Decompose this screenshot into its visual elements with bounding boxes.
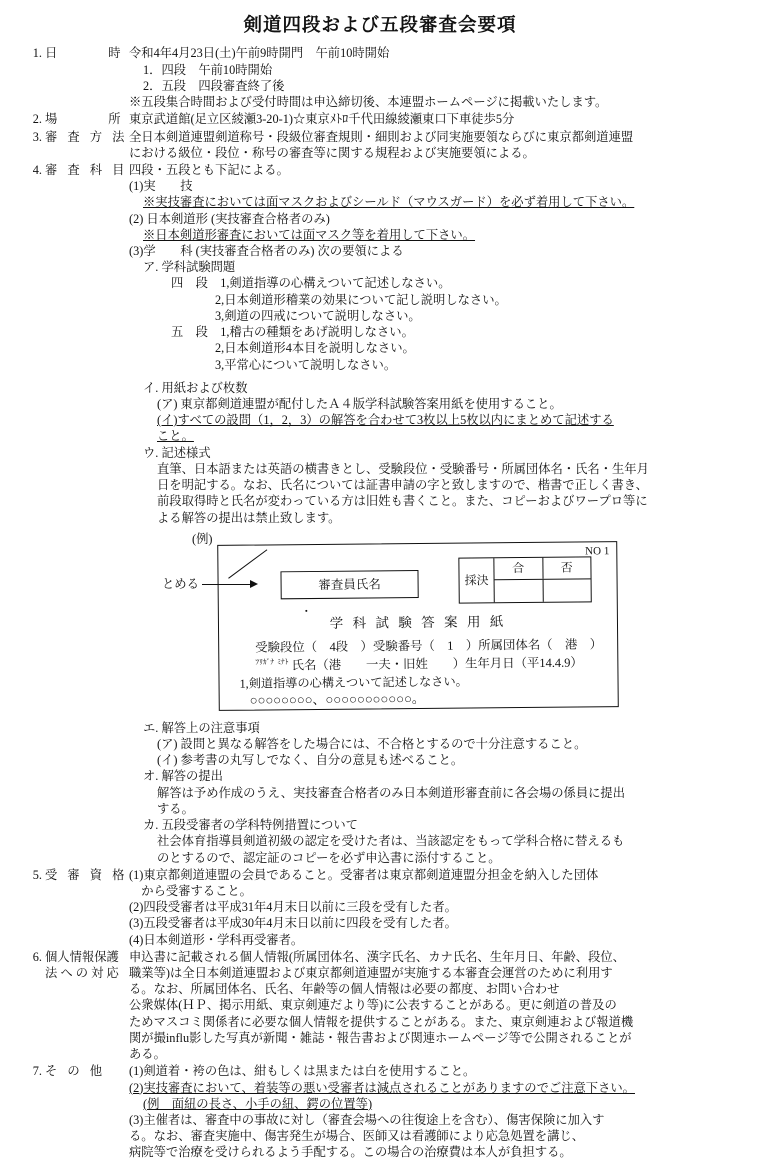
section-label-line2: 法 へ の 対 応	[45, 966, 119, 981]
section-number: 3.	[32, 129, 42, 144]
text-line: 五 段 1,稽古の種類をあげ説明しなさい。	[171, 325, 414, 340]
section-1	[16, 45, 744, 110]
text-line: (1)東京都剣道連盟の会員であること。受審者は東京都剣道連盟分担金を納入した団体	[129, 867, 599, 882]
section-label: 受 審 資 格	[45, 867, 128, 882]
example-label: (例)	[192, 531, 213, 546]
text-line: 解答は予め作成のうえ、実技審査合格者のみ日本剣道形審査前に各会場の係員に提出	[157, 785, 626, 800]
section-body	[129, 949, 744, 1063]
section-label	[45, 949, 129, 981]
judgement-header: 採決	[459, 558, 494, 602]
text-line: ア. 学科試験問題	[143, 260, 236, 275]
text-line: から受審すること。	[129, 883, 252, 898]
sheet-title: 学 科 試 験 答 案 用 紙	[329, 613, 507, 631]
text-line: 社会体育指導員剣道初級の認定を受けた者は、当該認定をもって学科合格に替えるも	[157, 834, 625, 849]
section-body	[129, 867, 744, 948]
text-line: 病院等で治療を受けられるよう手配する。この場合の治療費は本人が負担する。	[129, 1145, 572, 1160]
text-line: る。なお、所属団体名、氏名、年齢等の個人情報は必要の都度、お問い合わせ	[129, 982, 560, 997]
text-line: ある。	[129, 1047, 166, 1062]
text-line: (4)日本剣道形・学科再受審者。	[129, 932, 304, 947]
text-line: 関が撮influ影した写真が新聞・雑誌・報告書および関連ホームページ等で公開されることが	[129, 1030, 632, 1045]
text-line: 全日本剣道連盟剣道称号・段級位審査規則・細則および同実施要領ならびに東京都剣道連盟	[129, 129, 634, 144]
text-line: カ. 五段受審者の学科特例措置について	[143, 818, 358, 833]
spacer	[129, 373, 744, 380]
sheet-answer-circles: ○○○○○○○○、○○○○○○○○○○○。	[249, 690, 425, 708]
text-line: (イ) 参考書の丸写しでなく、自分の意見も述べること。	[157, 753, 464, 768]
furigana-top: ﾌﾘｶﾞﾅ	[255, 657, 275, 667]
section-6	[16, 949, 744, 1063]
text-line: エ. 解答上の注意事項	[143, 720, 260, 735]
section-number: 7.	[32, 1064, 42, 1079]
text-line: 2,日本剣道形4本目を説明しなさい。	[215, 341, 415, 356]
section-7	[16, 1063, 744, 1160]
text-line: 日を明記する。なお、氏名については証書申請の字と致しますので、楷書で正しく書き、	[157, 478, 648, 493]
sheet-line-exam-info: 受験段位（ 4段 ）受験番号（ 1 ）所属団体名（ 港 ）	[255, 636, 603, 655]
judge-name-label: 審査員氏名	[318, 576, 381, 592]
judgement-header-row	[494, 557, 590, 580]
section-body	[129, 720, 744, 866]
text-line: 2．五段 四段審査終了後	[143, 78, 285, 93]
text-line: 直筆、日本語または英語の横書きとし、受験段位・受験番号・所属団体名・氏名・生年月	[157, 461, 649, 476]
text-line: 四 段 1,剣道指導の心構えついて記述しなさい。	[171, 276, 451, 291]
text-line: 3,剣道の四戒について説明しなさい。	[215, 308, 421, 323]
text-line: オ. 解答の提出	[143, 769, 223, 784]
section-3	[16, 129, 744, 161]
text-line-underlined: ※実技審査においては面マスクおよびシールド（マウスガード）を必ず着用して下さい。	[143, 195, 635, 210]
text-line-underlined: (イ)すべての設問（1，2，3）の解答を合わせて3枚以上5枚以内にまとめて記述する	[157, 413, 614, 428]
section-body	[129, 162, 744, 526]
answer-sheet-box	[217, 541, 619, 711]
section-label: 日 時	[45, 46, 124, 61]
section-label: そ の 他	[45, 1064, 106, 1079]
sample-answer-sheet-figure	[16, 531, 744, 716]
text-line: よる解答の提出は禁止致します。	[157, 510, 341, 525]
text-line: ※五段集合時間および受付時間は申込締切後、本連盟ホームページに掲載いたします。	[129, 95, 608, 110]
text-line: (ア) 設問と異なる解答をした場合には、不合格とするので十分注意すること。	[157, 736, 587, 751]
sheet-line-name	[255, 654, 583, 674]
section-4-continued	[16, 720, 744, 866]
corner-fold-line	[228, 545, 274, 579]
section-number: 6.	[32, 949, 42, 964]
text-line: イ. 用紙および枚数	[143, 380, 248, 395]
text-line: 1．四段 午前10時開始	[143, 62, 273, 77]
section-number: 1.	[32, 46, 42, 61]
text-line: 四段・五段とも下記による。	[129, 162, 289, 177]
sheet-number: NO 1	[585, 544, 610, 558]
pass-header: 合	[494, 558, 543, 579]
section-body	[129, 1063, 744, 1160]
text-line: (2) 日本剣道形 (実技審査合格者のみ)	[129, 211, 330, 226]
text-line-underlined: こと。	[157, 429, 194, 444]
text-line: 東京武道館(足立区綾瀬3-20-1)☆東京ﾒﾄﾛ千代田線綾瀬東口下車徒歩5分	[129, 112, 515, 127]
section-number: 2.	[32, 112, 42, 127]
text-line: (2)四段受審者は平成31年4月末日以前に三段を受有した者。	[129, 900, 457, 915]
text-line: における級位・段位・称号の審査等に関する規程および実施要領による。	[129, 145, 535, 160]
text-line-underlined: (例 面紐の長さ、小手の紐、鍔の位置等)	[143, 1096, 373, 1111]
text-line: する。	[157, 801, 194, 816]
text-line: 3,平常心について説明しなさい。	[215, 357, 397, 372]
section-number: 5.	[32, 867, 42, 882]
text-line: ウ. 記述様式	[143, 445, 211, 460]
text-line: 申込書に記載される個人情報(所属団体名、漢字氏名、カナ氏名、生年月日、年齢、段位、	[129, 949, 625, 964]
section-label: 審 査 方 法	[45, 129, 128, 144]
fail-cell	[543, 579, 591, 601]
text-line: る。なお、審査実施中、傷害発生が場合、医師又は看護師により応急処置を講じ、	[129, 1129, 584, 1144]
section-label: 場 所	[45, 112, 124, 127]
pass-cell	[495, 580, 544, 602]
section-5	[16, 867, 744, 948]
text-line: (1)実 技	[129, 179, 193, 194]
text-line: のとするので、認定証のコピーを必ず申込書に添付すること。	[157, 850, 501, 865]
section-label: 審 査 科 目	[45, 162, 128, 177]
text-line: 職業等)は全日本剣道連盟および東京都剣道連盟が実施する本審査会運営のために利用す	[129, 966, 613, 981]
text-line: ためマスコミ関係者に必要な個人情報を提供することがある。また、東京剣連および報道機	[129, 1014, 634, 1029]
text-line: 公衆媒体(ＨＰ、掲示用紙、東京剣連だより等)に公表することがある。更に剣道の普及の	[129, 998, 617, 1013]
tomeru-annotation: とめる	[162, 576, 199, 591]
text-line: (3)五段受審者は平成30年4月末日以前に四段を受有した者。	[129, 916, 457, 931]
sheet-line-question: 1,剣道指導の心構えついて記述しなさい。	[239, 674, 468, 691]
text-line: 前段取得時と氏名が変わっている方は旧姓も書くこと。また、コピーおよびワープロ等に	[157, 494, 648, 509]
section-body	[129, 45, 744, 110]
text-line: 2,日本剣道形稽業の効果について記し説明しなさい。	[215, 292, 507, 307]
furigana-name: ﾐﾅﾄ	[277, 656, 289, 667]
section-body	[129, 129, 744, 161]
text-line: (ア) 東京都剣道連盟が配付したＡ４版学科試験答案用紙を使用すること。	[157, 397, 562, 411]
judgement-value-row	[495, 579, 591, 602]
section-label-line1: 個人情報保護	[45, 949, 119, 964]
judgement-cells	[494, 557, 590, 602]
text-line: (1)剣道着・袴の色は、紺もしくは黒または白を使用すること。	[129, 1064, 476, 1079]
fail-header: 否	[560, 559, 573, 574]
page-title: 剣道四段および五段審査会要項	[243, 16, 517, 36]
section-number: 4.	[32, 162, 42, 177]
judgement-table	[458, 556, 591, 603]
section-4	[16, 162, 744, 526]
dot-mark: ・	[300, 605, 312, 618]
text-line-underlined: (2)実技審査において、着装等の悪い受審者は減点されることがありますのでご注意下さい。	[129, 1080, 635, 1095]
text-line: (3)学 科 (実技審査合格者のみ) 次の要領による	[129, 244, 404, 259]
judge-name-box	[280, 570, 418, 599]
text-line-underlined: ※日本剣道形審査においては面マスク等を着用して下さい。	[143, 227, 476, 242]
text-line: (3)主催者は、審査中の事故に対し（審査会場への往復途上を含む）、傷害保険に加入す	[129, 1113, 605, 1127]
text-line: 令和4年4月23日(土)午前9時開門 午前10時開始	[129, 46, 390, 61]
sheet-name-text: 氏名（港 一夫・旧姓 ）生年月日（平14.4.9）	[291, 655, 583, 673]
section-body	[129, 111, 744, 127]
section-2	[16, 111, 744, 127]
